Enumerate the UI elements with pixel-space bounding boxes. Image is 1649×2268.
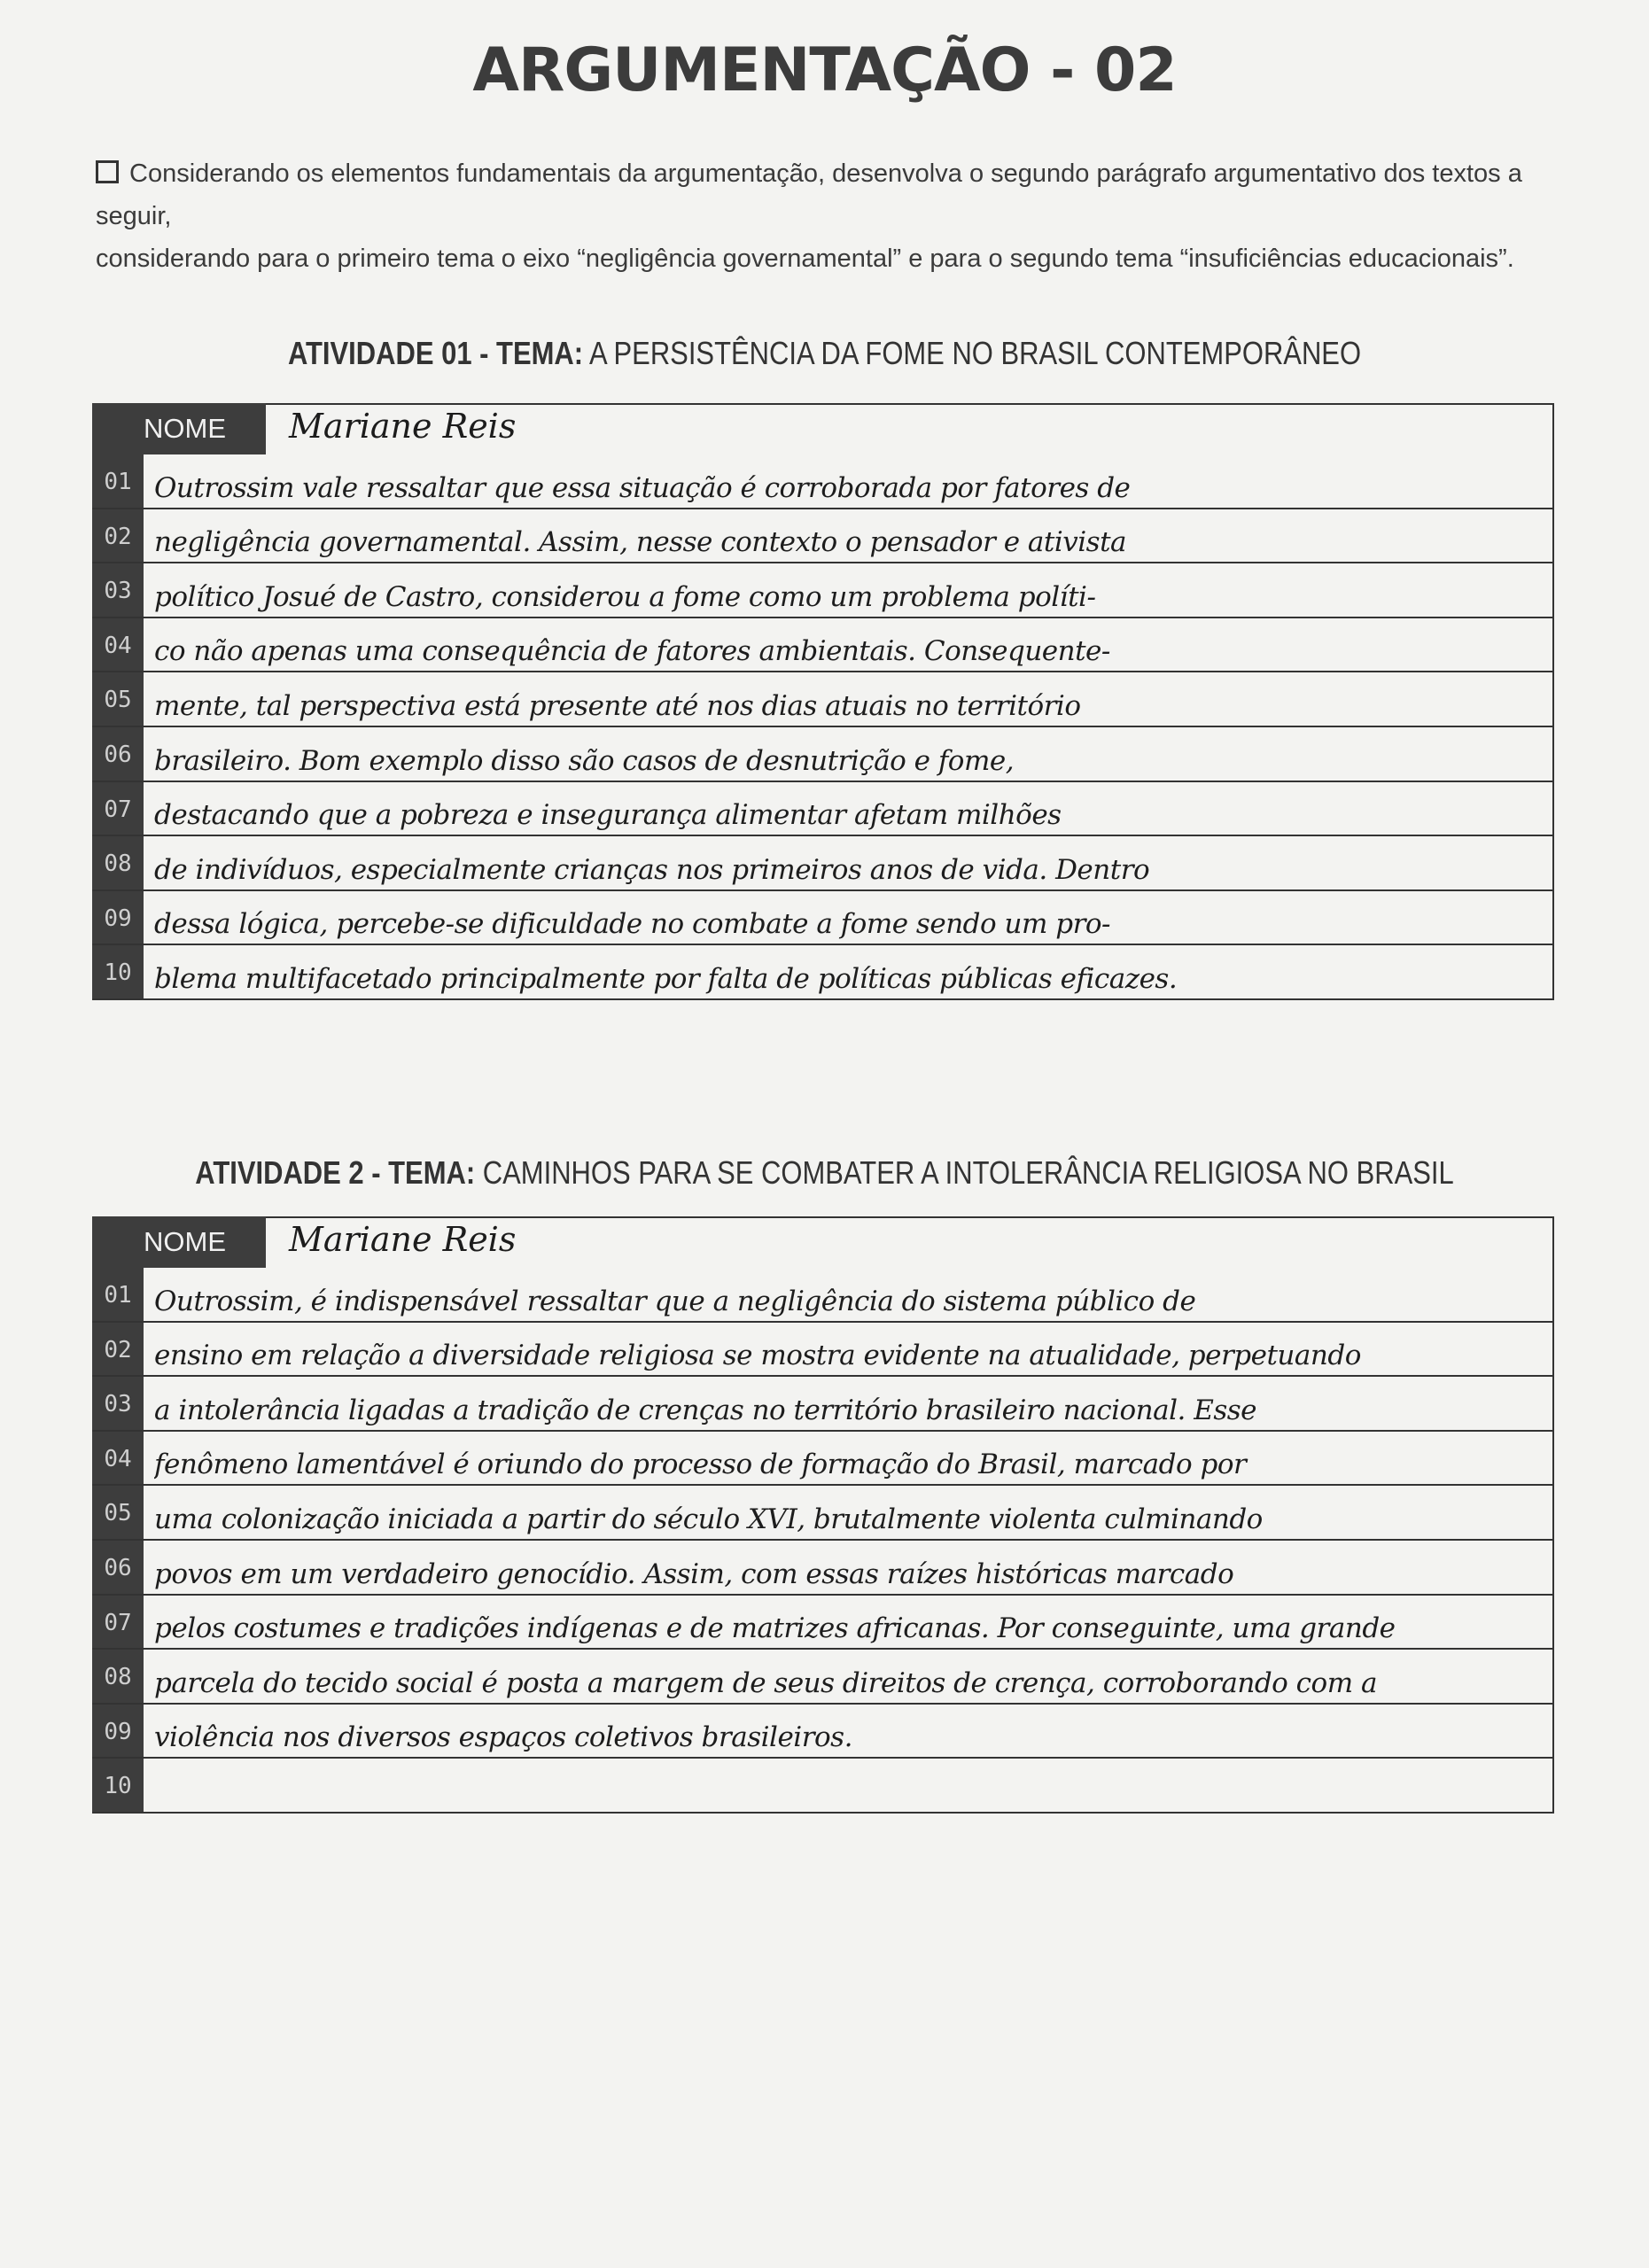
activity2-name-row xyxy=(92,1216,1554,1268)
line-number: 02 xyxy=(92,1323,144,1376)
handwritten-text: político Josué de Castro, considerou a fome como um problema políti- xyxy=(154,580,1096,613)
line-number: 10 xyxy=(92,945,144,998)
answer-line[interactable] xyxy=(92,618,1554,673)
line-number: 03 xyxy=(92,563,144,617)
activity2-theme: CAMINHOS PARA SE COMBATER A INTOLERÂNCIA RELIGIOSA NO BRASIL xyxy=(482,1154,1454,1191)
activity2-name-label: NOME xyxy=(92,1216,266,1268)
activity1-label: ATIVIDADE 01 - TEMA: xyxy=(287,335,584,371)
handwritten-text: brasileiro. Bom exemplo disso são casos de desnutrição e fome, xyxy=(154,744,1015,777)
handwritten-text: dessa lógica, percebe-se dificuldade no combate a fome sendo um pro- xyxy=(154,908,1111,941)
answer-line[interactable] xyxy=(92,1650,1554,1705)
handwritten-text: pelos costumes e tradições indígenas e de matrizes africanas. Por conseguinte, uma grande xyxy=(154,1612,1396,1645)
answer-line[interactable] xyxy=(92,1323,1554,1378)
checkbox-icon xyxy=(96,160,119,183)
handwritten-text: ensino em relação a diversidade religiosa se mostra evidente na atualidade, perpetuando xyxy=(154,1340,1361,1372)
answer-line[interactable] xyxy=(92,1759,1554,1814)
activity1-heading xyxy=(115,335,1533,372)
handwritten-text: uma colonização iniciada a partir do século XVI, brutalmente violenta culminando xyxy=(154,1503,1263,1535)
line-number: 01 xyxy=(92,1268,144,1321)
line-number: 08 xyxy=(92,836,144,889)
handwritten-text: fenômeno lamentável é oriundo do processo de formação do Brasil, marcado por xyxy=(154,1449,1247,1481)
activity1-theme: A PERSISTÊNCIA DA FOME NO BRASIL CONTEMPORÂNEO xyxy=(588,335,1362,371)
activity2-name-value: Mariane Reis xyxy=(289,1220,517,1259)
line-number: 04 xyxy=(92,1432,144,1485)
instruction-text xyxy=(96,152,1584,280)
handwritten-text: blema multifacetado principalmente por falta de políticas públicas eficazes. xyxy=(154,962,1178,995)
line-number: 02 xyxy=(92,509,144,563)
line-number: 06 xyxy=(92,727,144,781)
activity1-name-label: NOME xyxy=(92,403,266,454)
activity1-name-value: Mariane Reis xyxy=(289,407,517,446)
handwritten-text: a intolerância ligadas a tradição de crenças no território brasileiro nacional. Esse xyxy=(154,1394,1257,1426)
answer-line[interactable] xyxy=(92,563,1554,618)
line-number: 09 xyxy=(92,891,144,944)
activity2-label: ATIVIDADE 2 - TEMA: xyxy=(195,1154,476,1191)
answer-line[interactable] xyxy=(92,672,1554,727)
handwritten-text: negligência governamental. Assim, nesse contexto o pensador e ativista xyxy=(154,526,1127,559)
handwritten-text: violência nos diversos espaços coletivos brasileiros. xyxy=(154,1721,852,1754)
activity2-heading xyxy=(115,1154,1533,1192)
handwritten-text: mente, tal perspectiva está presente até nos dias atuais no território xyxy=(154,689,1081,722)
handwritten-text: povos em um verdadeiro genocídio. Assim, com essas raízes históricas marcado xyxy=(154,1557,1234,1590)
answer-line[interactable] xyxy=(92,727,1554,782)
line-number: 09 xyxy=(92,1705,144,1758)
activity1-answer-sheet xyxy=(92,403,1554,1000)
handwritten-text: de indivíduos, especialmente crianças nos primeiros anos de vida. Dentro xyxy=(154,853,1150,886)
instruction-line-1: Considerando os elementos fundamentais da argumentação, desenvolva o segundo parágrafo argumentativo dos textos a seguir, xyxy=(96,159,1522,230)
line-number: 06 xyxy=(92,1541,144,1594)
answer-line[interactable] xyxy=(92,1596,1554,1651)
line-number: 01 xyxy=(92,454,144,508)
line-number: 05 xyxy=(92,672,144,726)
line-number: 05 xyxy=(92,1486,144,1539)
handwritten-text: destacando que a pobreza e insegurança alimentar afetam milhões xyxy=(154,799,1062,832)
activity2-lines xyxy=(92,1268,1554,1814)
activity1-name-row xyxy=(92,403,1554,454)
answer-line[interactable] xyxy=(92,1377,1554,1432)
line-number: 07 xyxy=(92,782,144,835)
answer-line[interactable] xyxy=(92,836,1554,891)
answer-line[interactable] xyxy=(92,454,1554,509)
instruction-line-2: considerando para o primeiro tema o eixo “negligência governamental” e para o segundo tema “insuficiências educacionais”. xyxy=(96,245,1514,273)
answer-line[interactable] xyxy=(92,782,1554,837)
handwritten-text: parcela do tecido social é posta a margem de seus direitos de crença, corroborando com a xyxy=(154,1666,1377,1699)
answer-line[interactable] xyxy=(92,1268,1554,1323)
page-title: ARGUMENTAÇÃO - 02 xyxy=(472,35,1177,105)
answer-line[interactable] xyxy=(92,509,1554,564)
handwritten-text: Outrossim vale ressaltar que essa situação é corroborada por fatores de xyxy=(154,471,1131,504)
answer-line[interactable] xyxy=(92,891,1554,946)
line-number: 04 xyxy=(92,618,144,672)
activity1-lines xyxy=(92,454,1554,1000)
answer-line[interactable] xyxy=(92,1486,1554,1541)
answer-line[interactable] xyxy=(92,1541,1554,1596)
line-number: 10 xyxy=(92,1759,144,1812)
answer-line[interactable] xyxy=(92,945,1554,1000)
handwritten-text: co não apenas uma consequência de fatores ambientais. Consequente- xyxy=(154,635,1110,668)
line-number: 07 xyxy=(92,1596,144,1649)
answer-line[interactable] xyxy=(92,1705,1554,1759)
answer-line[interactable] xyxy=(92,1432,1554,1487)
line-number: 08 xyxy=(92,1650,144,1703)
line-number: 03 xyxy=(92,1377,144,1430)
handwritten-text: Outrossim, é indispensável ressaltar que a negligência do sistema público de xyxy=(154,1285,1196,1317)
activity2-answer-sheet xyxy=(92,1216,1554,1814)
